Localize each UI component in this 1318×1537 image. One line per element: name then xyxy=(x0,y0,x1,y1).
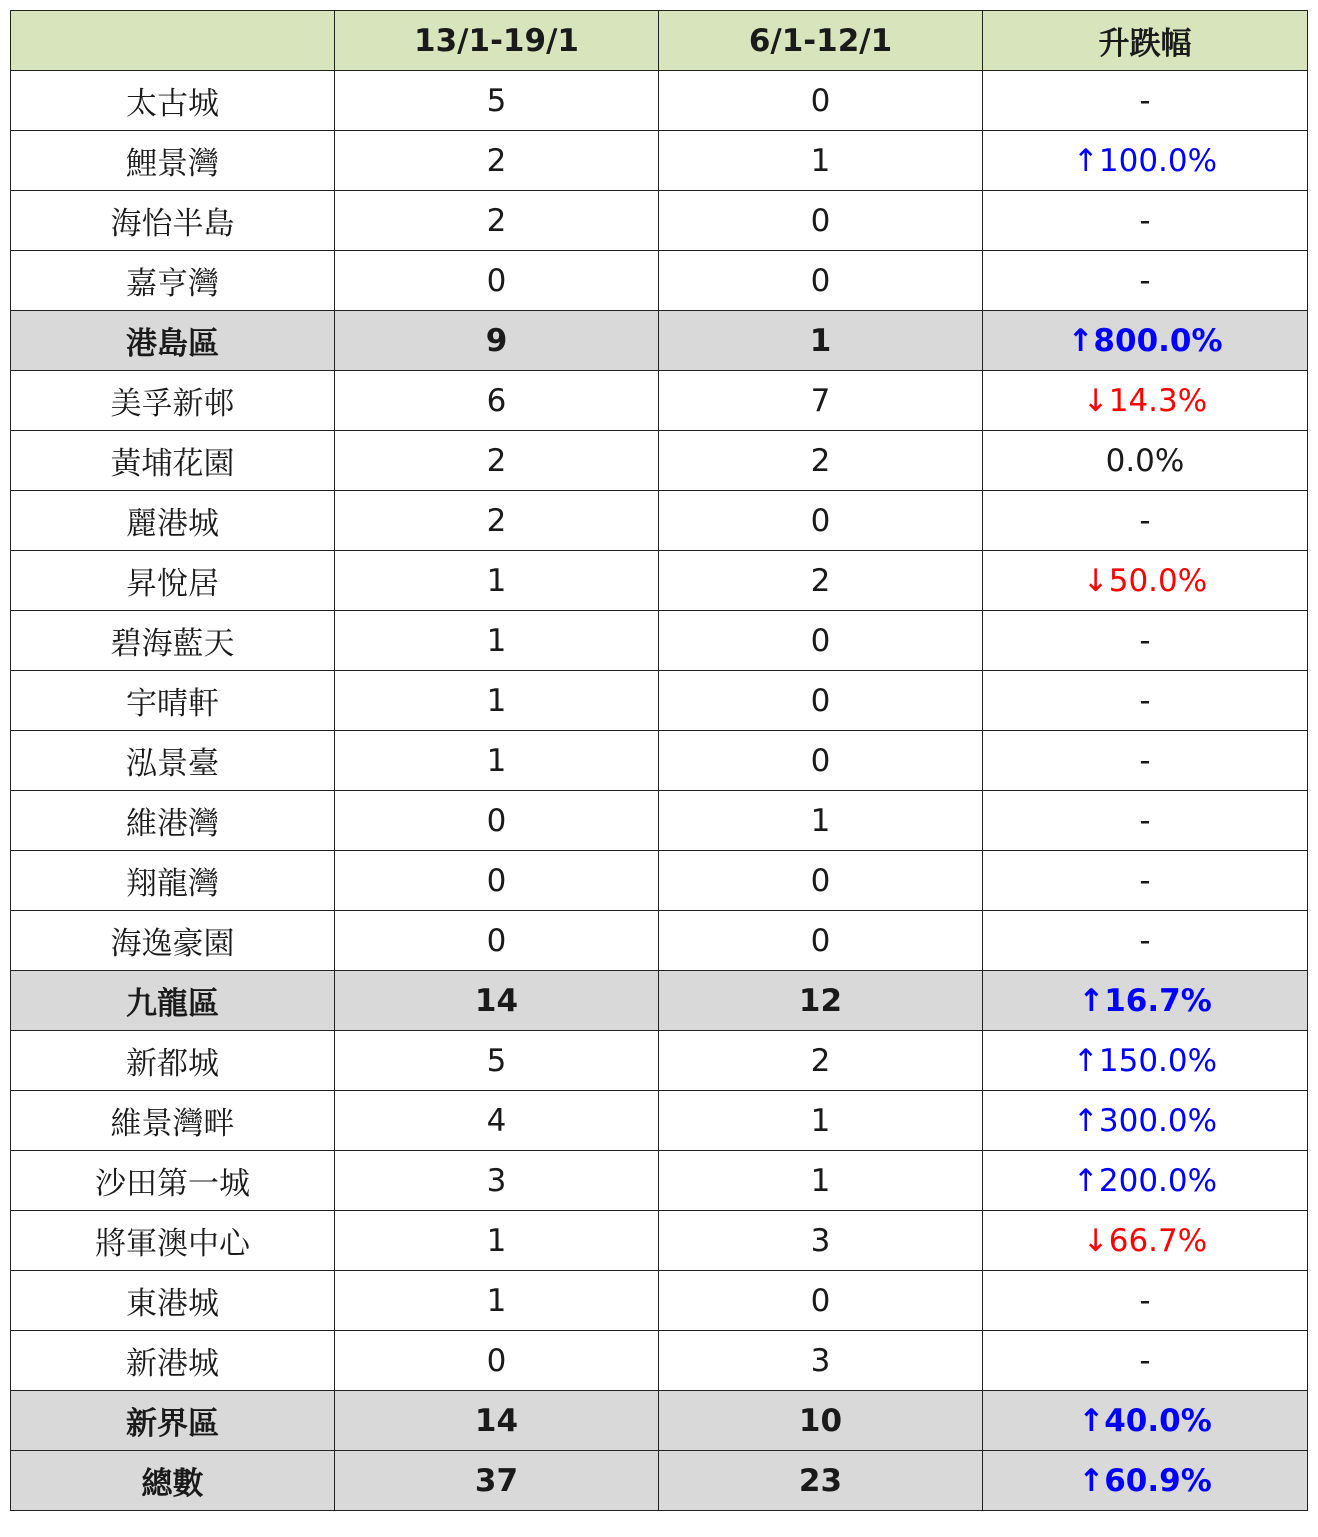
previous-week-cell: 12 xyxy=(659,971,983,1031)
previous-week-cell: 3 xyxy=(659,1211,983,1271)
current-week-cell: 5 xyxy=(335,71,659,131)
header-estate xyxy=(11,11,335,71)
table-row xyxy=(11,731,1308,791)
current-week-cell: 0 xyxy=(335,911,659,971)
subtotal-row xyxy=(11,1451,1308,1511)
table-header xyxy=(11,11,1308,71)
change-cell: - xyxy=(983,191,1308,251)
current-week-cell: 1 xyxy=(335,611,659,671)
previous-week-cell: 0 xyxy=(659,611,983,671)
previous-week-cell: 0 xyxy=(659,731,983,791)
current-week-cell: 1 xyxy=(335,1271,659,1331)
previous-week-cell: 0 xyxy=(659,251,983,311)
table-row xyxy=(11,671,1308,731)
change-cell: ↑150.0% xyxy=(983,1031,1308,1091)
transactions-table xyxy=(10,10,1308,1511)
estate-name-cell: 鯉景灣 xyxy=(11,131,335,191)
table-row xyxy=(11,851,1308,911)
table-row xyxy=(11,371,1308,431)
change-cell: ↓50.0% xyxy=(983,551,1308,611)
current-week-cell: 1 xyxy=(335,731,659,791)
estate-name-cell: 麗港城 xyxy=(11,491,335,551)
current-week-cell: 2 xyxy=(335,431,659,491)
current-week-cell: 0 xyxy=(335,1331,659,1391)
table-row xyxy=(11,611,1308,671)
previous-week-cell: 0 xyxy=(659,71,983,131)
table-row xyxy=(11,131,1308,191)
subtotal-row xyxy=(11,311,1308,371)
change-cell: - xyxy=(983,851,1308,911)
change-cell: ↑40.0% xyxy=(983,1391,1308,1451)
current-week-cell: 1 xyxy=(335,1211,659,1271)
change-cell: - xyxy=(983,491,1308,551)
previous-week-cell: 1 xyxy=(659,1151,983,1211)
table-row xyxy=(11,1211,1308,1271)
table-row xyxy=(11,911,1308,971)
estate-name-cell: 昇悅居 xyxy=(11,551,335,611)
table-row xyxy=(11,1151,1308,1211)
change-cell: - xyxy=(983,791,1308,851)
previous-week-cell: 0 xyxy=(659,671,983,731)
previous-week-cell: 0 xyxy=(659,191,983,251)
change-cell: ↑100.0% xyxy=(983,131,1308,191)
current-week-cell: 2 xyxy=(335,191,659,251)
current-week-cell: 1 xyxy=(335,551,659,611)
previous-week-cell: 1 xyxy=(659,791,983,851)
estate-name-cell: 新界區 xyxy=(11,1391,335,1451)
header-row xyxy=(11,11,1308,71)
estate-name-cell: 黃埔花園 xyxy=(11,431,335,491)
header-previous-week: 6/1-12/1 xyxy=(659,11,983,71)
previous-week-cell: 0 xyxy=(659,851,983,911)
change-cell: ↑300.0% xyxy=(983,1091,1308,1151)
previous-week-cell: 1 xyxy=(659,1091,983,1151)
current-week-cell: 1 xyxy=(335,671,659,731)
previous-week-cell: 0 xyxy=(659,1271,983,1331)
estate-name-cell: 維景灣畔 xyxy=(11,1091,335,1151)
estate-name-cell: 港島區 xyxy=(11,311,335,371)
change-cell: ↑800.0% xyxy=(983,311,1308,371)
change-cell: - xyxy=(983,1271,1308,1331)
change-cell: ↓66.7% xyxy=(983,1211,1308,1271)
table-row xyxy=(11,1271,1308,1331)
current-week-cell: 2 xyxy=(335,131,659,191)
estate-name-cell: 宇晴軒 xyxy=(11,671,335,731)
table-row xyxy=(11,791,1308,851)
estate-name-cell: 將軍澳中心 xyxy=(11,1211,335,1271)
estate-name-cell: 嘉亨灣 xyxy=(11,251,335,311)
current-week-cell: 0 xyxy=(335,851,659,911)
current-week-cell: 6 xyxy=(335,371,659,431)
estate-name-cell: 九龍區 xyxy=(11,971,335,1031)
estate-name-cell: 泓景臺 xyxy=(11,731,335,791)
change-cell: - xyxy=(983,71,1308,131)
subtotal-row xyxy=(11,1391,1308,1451)
change-cell: ↑60.9% xyxy=(983,1451,1308,1511)
current-week-cell: 0 xyxy=(335,791,659,851)
estate-name-cell: 維港灣 xyxy=(11,791,335,851)
estate-name-cell: 太古城 xyxy=(11,71,335,131)
current-week-cell: 14 xyxy=(335,1391,659,1451)
previous-week-cell: 2 xyxy=(659,1031,983,1091)
estate-name-cell: 翔龍灣 xyxy=(11,851,335,911)
change-cell: - xyxy=(983,611,1308,671)
current-week-cell: 9 xyxy=(335,311,659,371)
estate-name-cell: 沙田第一城 xyxy=(11,1151,335,1211)
change-cell: - xyxy=(983,251,1308,311)
previous-week-cell: 1 xyxy=(659,311,983,371)
change-cell: - xyxy=(983,911,1308,971)
current-week-cell: 14 xyxy=(335,971,659,1031)
estate-name-cell: 東港城 xyxy=(11,1271,335,1331)
table-row xyxy=(11,191,1308,251)
table-row xyxy=(11,1091,1308,1151)
previous-week-cell: 7 xyxy=(659,371,983,431)
change-cell: - xyxy=(983,731,1308,791)
table-body xyxy=(11,71,1308,1511)
estate-name-cell: 美孚新邨 xyxy=(11,371,335,431)
previous-week-cell: 0 xyxy=(659,491,983,551)
header-current-week: 13/1-19/1 xyxy=(335,11,659,71)
change-cell: ↑200.0% xyxy=(983,1151,1308,1211)
change-cell: ↓14.3% xyxy=(983,371,1308,431)
change-cell: - xyxy=(983,671,1308,731)
current-week-cell: 3 xyxy=(335,1151,659,1211)
estate-name-cell: 總數 xyxy=(11,1451,335,1511)
table-row xyxy=(11,551,1308,611)
current-week-cell: 37 xyxy=(335,1451,659,1511)
table-row xyxy=(11,491,1308,551)
header-change: 升跌幅 xyxy=(983,11,1308,71)
change-cell: 0.0% xyxy=(983,431,1308,491)
subtotal-row xyxy=(11,971,1308,1031)
current-week-cell: 5 xyxy=(335,1031,659,1091)
table-row xyxy=(11,1031,1308,1091)
current-week-cell: 4 xyxy=(335,1091,659,1151)
previous-week-cell: 10 xyxy=(659,1391,983,1451)
previous-week-cell: 3 xyxy=(659,1331,983,1391)
previous-week-cell: 1 xyxy=(659,131,983,191)
estate-name-cell: 新港城 xyxy=(11,1331,335,1391)
estate-name-cell: 海逸豪園 xyxy=(11,911,335,971)
current-week-cell: 0 xyxy=(335,251,659,311)
current-week-cell: 2 xyxy=(335,491,659,551)
change-cell: ↑16.7% xyxy=(983,971,1308,1031)
table-row xyxy=(11,431,1308,491)
table-row xyxy=(11,1331,1308,1391)
previous-week-cell: 0 xyxy=(659,911,983,971)
table-row xyxy=(11,71,1308,131)
previous-week-cell: 2 xyxy=(659,551,983,611)
table-row xyxy=(11,251,1308,311)
estate-name-cell: 碧海藍天 xyxy=(11,611,335,671)
change-cell: - xyxy=(983,1331,1308,1391)
estate-name-cell: 海怡半島 xyxy=(11,191,335,251)
previous-week-cell: 23 xyxy=(659,1451,983,1511)
estate-name-cell: 新都城 xyxy=(11,1031,335,1091)
previous-week-cell: 2 xyxy=(659,431,983,491)
